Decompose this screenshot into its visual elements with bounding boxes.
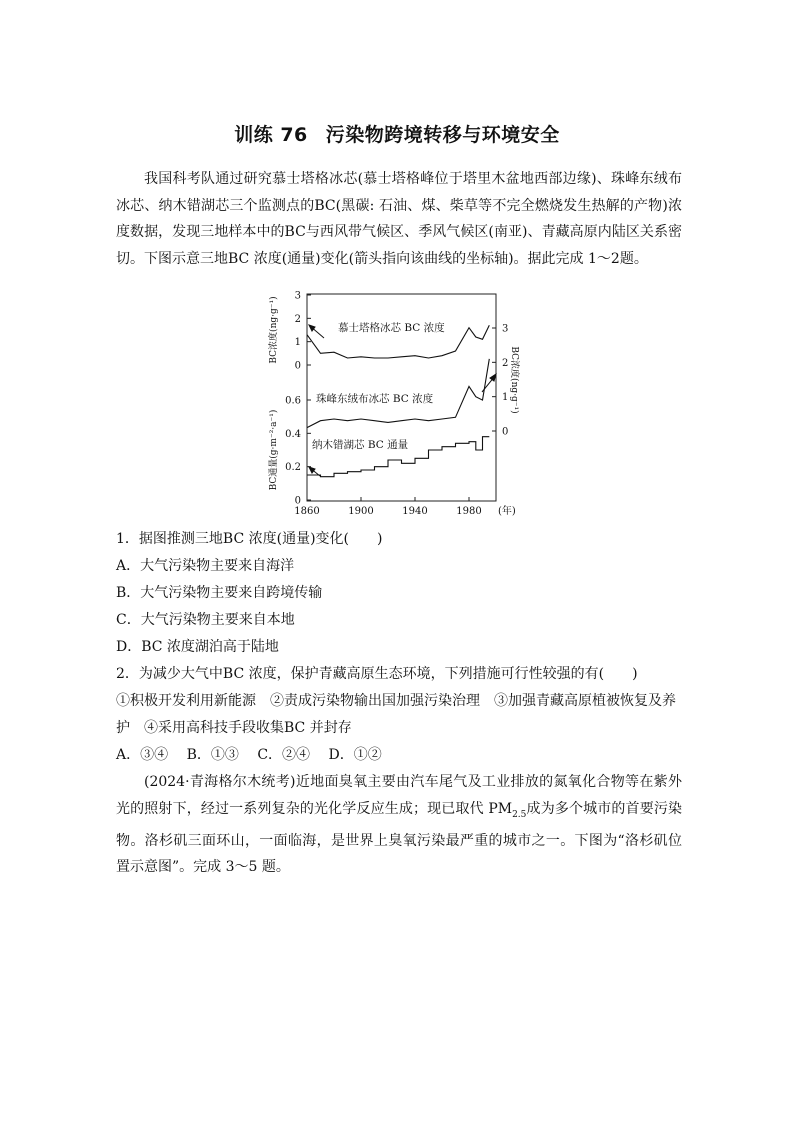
x-tick-label: 1860 (294, 506, 320, 517)
x-axis-unit: (年) (498, 506, 516, 517)
q2-items-line2: 护 ④采用高科技手段收集BC 并封存 (116, 720, 352, 736)
right-tick-label: 3 (502, 323, 509, 335)
left-bottom-tick-label: 0 (294, 495, 301, 507)
intro2-part1: (2024·青海格尔木统考)近地面臭氧主要由汽车尾气及工业排放的氮氧化合物等在紫外光的照射下，经过一系列复杂的光化学反应生成；现已取代 PM (116, 774, 682, 817)
page-title (0, 120, 794, 147)
right-tick-label: 2 (502, 357, 509, 369)
series-label-1: 慕士塔格冰芯 BC 浓度 (338, 322, 445, 334)
left-top-axis-label: BC浓度(ng·g⁻¹) (269, 296, 279, 364)
intro-paragraph-1: 我国科考队通过研究慕士塔格冰芯(慕士塔格峰位于塔里木盆地西部边缘)、珠峰东绒布冰芯、纳木错湖芯三个监测点的BC(黑碳: 石油、煤、柴草等不完全燃烧发生热解的产物)浓度数据，发现三地样本中的BC与西风带气候区、季风气候区(南亚)、青藏高原内陆区关系密切。下图示意三地BC 浓度(通量)变化(箭头指向该曲线的坐标轴)。据此完成 1～2题。 (116, 171, 682, 267)
x-tick-label: 1980 (456, 506, 482, 517)
x-tick-label: 1900 (348, 506, 374, 517)
q2-option-c[interactable]: C．②④ (257, 747, 311, 763)
arrowhead-3 (309, 467, 315, 473)
left-top-tick-label: 1 (294, 337, 301, 349)
series-label-2: 珠峰东绒布冰芯 BC 浓度 (316, 393, 434, 405)
right-axis-label: BC浓度(ng·g⁻¹) (509, 346, 519, 414)
q1-option-c[interactable]: C．大气污染物主要来自本地 (116, 612, 295, 628)
q1-stem: 1．据图推测三地BC 浓度(通量)变化( ) (116, 531, 383, 547)
q1-option-a[interactable]: A．大气污染物主要来自海洋 (116, 558, 295, 574)
intro-paragraph-2 (116, 769, 682, 881)
pm-subscript: 2.5 (512, 809, 527, 820)
title-text: 污染物跨境转移与环境安全 (325, 124, 560, 146)
left-bottom-tick-label: 0.4 (285, 428, 301, 440)
right-tick-label: 1 (502, 392, 509, 404)
q1-option-d[interactable]: D．BC 浓度湖泊高于陆地 (116, 639, 279, 655)
q2-options (116, 744, 396, 764)
q2-stem: 2．为减少大气中BC 浓度，保护青藏高原生态环境，下列措施可行性较强的有( ) (116, 666, 638, 682)
left-top-tick-label: 2 (294, 313, 301, 325)
arrowhead-2 (490, 374, 496, 381)
bc-chart (260, 288, 520, 522)
left-bottom-axis-label: BC通量(g·m⁻²·a⁻¹) (269, 409, 279, 491)
left-top-tick-label: 3 (294, 290, 301, 302)
left-bottom-tick-label: 0.2 (285, 462, 301, 474)
q2-option-a[interactable]: A．③④ (116, 747, 169, 763)
x-tick-label: 1940 (402, 506, 428, 517)
left-top-tick-label: 0 (294, 360, 301, 372)
title-number: 训练 76 (234, 124, 308, 146)
q2-option-d[interactable]: D．①② (328, 747, 382, 763)
left-bottom-tick-label: 0.6 (285, 395, 301, 407)
right-tick-label: 0 (502, 426, 509, 438)
q1-option-b[interactable]: B．大气污染物主要来自跨境传输 (116, 585, 323, 601)
intro2-part2: 成为多个城市的首要污染物。洛杉矶三面环山，一面临海，是世界上臭氧污染最严重的城市之一。下图为“洛杉矶位置示意图”。完成 3～5 题。 (116, 800, 682, 876)
series-label-3: 纳木错湖芯 BC 通量 (312, 439, 409, 451)
q2-items-line1: ①积极开发利用新能源 ②责成污染物输出国加强污染治理 ③加强青藏高原植被恢复及养 (116, 693, 676, 709)
q2-option-b[interactable]: B．①③ (186, 747, 239, 763)
